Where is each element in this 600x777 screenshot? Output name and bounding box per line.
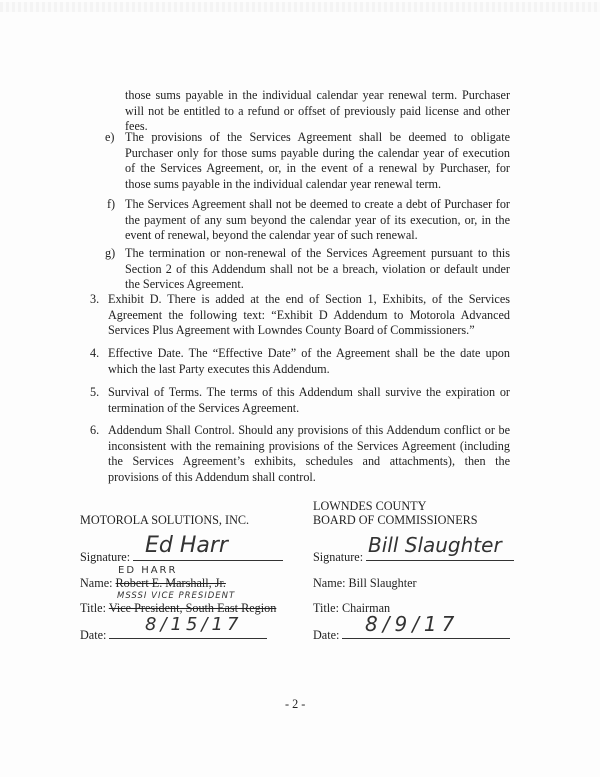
section-6-text: Addendum Shall Control. Should any provisions of this Addendum conflict or be inconsistent with the remaining provisions of the Services Agreement (including the Services Agreement’s exhibits, schedules and attachments), then the provisions of this Addendum shall control. [108,423,510,484]
left-name-row [80,576,226,591]
section-4-label: 4. [90,346,100,360]
signature-label: Signature: [313,550,364,564]
signature-label: Signature: [80,550,131,564]
name-label: Name: [80,576,113,590]
clause-f-label: f) [107,197,116,211]
title-label: Title: [80,601,106,615]
title-value: Chairman [342,601,391,615]
clause-f-text: The Services Agreement shall not be deemed to create a debt of Purchaser for the payment of any sum beyond the calendar year of its execution, or, in the event of renewal, beyond the calendar year of such renewal. [125,197,510,242]
right-name-row [313,576,417,591]
name-label: Name: [313,576,346,590]
right-handwritten-date: 8/9/17 [365,612,460,636]
section-5-text: Survival of Terms. The terms of this Addendum shall survive the expiration or termination of the Services Agreement. [108,385,510,415]
title-label: Title: [313,601,339,615]
right-party-line1: LOWNDES COUNTY [313,499,427,513]
scan-bleed-through [0,2,600,12]
clause-e-label: e) [105,130,115,144]
section-3-label: 3. [90,292,100,306]
name-value: Bill Slaughter [348,576,417,590]
right-handwritten-signature: Bill Slaughter [368,533,502,557]
clause-d-continuation: those sums payable in the individual calendar year renewal term. Purchaser will not be entitled to a refund or offset of previously paid license and other fees. [125,88,510,133]
left-party-name: MOTOROLA SOLUTIONS, INC. [80,513,250,527]
struck-name: Robert E. Marshall, Jr. [115,576,226,590]
left-handwritten-date: 8/15/17 [145,614,243,635]
section-4-text: Effective Date. The “Effective Date” of the Agreement shall be the date upon which the last Party executes this Addendum. [108,346,510,376]
section-5-label: 5. [90,385,100,399]
left-handwritten-signature: Ed Harr [145,533,228,558]
right-party-line2: BOARD OF COMMISSIONERS [313,513,478,527]
date-label: Date: [313,628,340,642]
clause-g-label: g) [105,246,116,260]
left-handwritten-name: ED HARR [118,565,178,576]
page-number: - 2 - [285,697,306,711]
left-handwritten-title: MSSSI VICE PRESIDENT [117,591,236,601]
struck-title: Vice President, South East Region [108,601,277,615]
clause-g-text: The termination or non-renewal of the Services Agreement pursuant to this Section 2 of this Addendum shall not be a breach, violation or default under the Services Agreement. [125,246,510,291]
section-3-text: Exhibit D. There is added at the end of Section 1, Exhibits, of the Services Agreement the following text: “Exhibit D Addendum to Motorola Advanced Services Plus Agreement with Lowndes County Board of Commissioners.” [108,292,510,337]
section-6-label: 6. [90,423,100,437]
clause-e-text: The provisions of the Services Agreement shall be deemed to obligate Purchaser only for those sums payable during the calendar year of execution of the Services Agreement, or, in the event of a renewal by Purchaser, for those sums payable in the individual calendar year renewal term. [125,130,510,191]
date-label: Date: [80,628,107,642]
